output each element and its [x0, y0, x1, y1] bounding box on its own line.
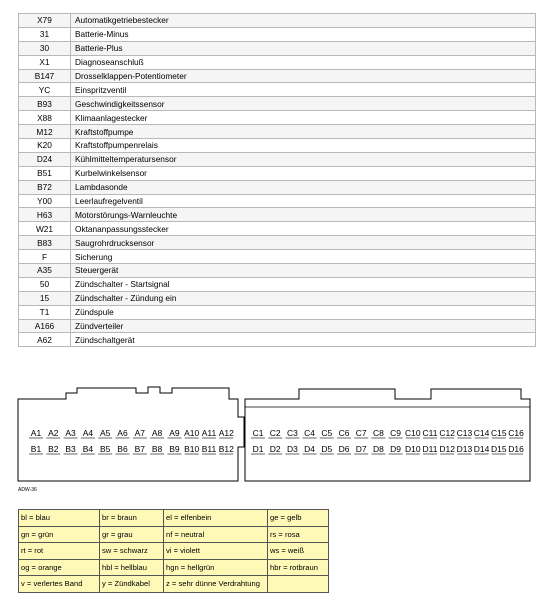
pin-label: C11 — [422, 428, 438, 438]
pin-label: A3 — [65, 428, 76, 438]
component-row — [19, 111, 536, 125]
component-row — [19, 236, 536, 250]
component-description: Kraftstoffpumpenrelais — [71, 139, 536, 153]
component-code: Y00 — [19, 194, 71, 208]
color-legend-row — [19, 526, 329, 543]
pin-label: A6 — [117, 428, 128, 438]
color-legend-cell: z = sehr dünne Verdrahtung — [164, 576, 268, 593]
pin-label: D2 — [269, 444, 281, 454]
component-code: A62 — [19, 333, 71, 347]
pin-label: A5 — [99, 428, 111, 438]
component-description: Diagnoseanschluß — [71, 55, 536, 69]
pin-label: C10 — [405, 428, 421, 438]
component-code: 50 — [19, 277, 71, 291]
component-row — [19, 41, 536, 55]
color-legend-cell: nf = neutral — [164, 526, 268, 543]
color-legend-cell: ge = gelb — [268, 510, 329, 527]
component-code: 31 — [19, 27, 71, 41]
component-row — [19, 222, 536, 236]
component-code: A35 — [19, 264, 71, 278]
pin-label: C15 — [491, 428, 507, 438]
component-code: T1 — [19, 305, 71, 319]
component-code: B51 — [19, 166, 71, 180]
component-row — [19, 139, 536, 153]
component-description: Einspritzventil — [71, 83, 536, 97]
component-row — [19, 319, 536, 333]
component-description: Kurbelwinkelsensor — [71, 166, 536, 180]
color-legend-cell: gn = grün — [19, 526, 100, 543]
component-description: Lambdasonde — [71, 180, 536, 194]
component-description: Zündverteiler — [71, 319, 536, 333]
color-legend-cell: v = verlertes Band — [19, 576, 100, 593]
pin-label: B9 — [169, 444, 180, 454]
component-row — [19, 208, 536, 222]
component-description: Kraftstoffpumpe — [71, 125, 536, 139]
pin-label: C2 — [269, 428, 281, 438]
diagram-id: ADW-36 — [18, 487, 37, 493]
component-description: Zündspule — [71, 305, 536, 319]
component-row — [19, 69, 536, 83]
pin-label: C1 — [252, 428, 264, 438]
pin-label: B3 — [65, 444, 76, 454]
color-legend-cell: gr = grau — [100, 526, 164, 543]
pin-label: C8 — [372, 428, 384, 438]
pin-label: D7 — [355, 444, 367, 454]
component-row — [19, 14, 536, 28]
color-legend-cell: og = orange — [19, 559, 100, 576]
pin-label: D3 — [286, 444, 298, 454]
component-code: A166 — [19, 319, 71, 333]
component-description: Batterie-Minus — [71, 27, 536, 41]
component-row — [19, 83, 536, 97]
color-legend-cell: rt = rot — [19, 543, 100, 560]
color-legend-cell: hbl = hellblau — [100, 559, 164, 576]
component-row — [19, 333, 536, 347]
pin-label: B4 — [82, 444, 94, 454]
component-code: K20 — [19, 139, 71, 153]
color-legend-row — [19, 510, 329, 527]
component-description: Steuergerät — [71, 264, 536, 278]
component-description: Klimaanlagestecker — [71, 111, 536, 125]
component-description: Oktananpassungsstecker — [71, 222, 536, 236]
component-row — [19, 291, 536, 305]
component-description: Saugrohrdrucksensor — [71, 236, 536, 250]
pin-label: A12 — [218, 428, 234, 438]
component-code: F — [19, 250, 71, 264]
component-code: M12 — [19, 125, 71, 139]
pin-label: C13 — [456, 428, 473, 438]
color-legend-cell: rs = rosa — [268, 526, 329, 543]
component-row — [19, 125, 536, 139]
pin-label: C5 — [321, 428, 333, 438]
pin-label: B7 — [134, 444, 146, 454]
pin-label: B6 — [117, 444, 128, 454]
ecu-connector-diagram — [0, 380, 552, 488]
color-legend-cell: ws = weiß — [268, 543, 329, 560]
pin-label: D13 — [456, 444, 473, 454]
pin-label: D15 — [491, 444, 507, 454]
color-legend-row — [19, 543, 329, 560]
color-legend-cell: hgn = hellgrün — [164, 559, 268, 576]
pin-label: B12 — [218, 444, 234, 454]
component-description: Kühlmitteltemperatursensor — [71, 152, 536, 166]
pin-label: C14 — [473, 428, 490, 438]
color-legend-cell: el = elfenbein — [164, 510, 268, 527]
component-code: B93 — [19, 97, 71, 111]
pin-label: D11 — [422, 444, 438, 454]
pin-label: B5 — [99, 444, 111, 454]
pin-label: D12 — [439, 444, 455, 454]
component-row — [19, 97, 536, 111]
pin-label: B2 — [48, 444, 59, 454]
component-row — [19, 277, 536, 291]
component-row — [19, 180, 536, 194]
pin-label: A4 — [82, 428, 94, 438]
color-legend-row — [19, 576, 329, 593]
pin-label: B1 — [30, 444, 42, 454]
component-code: X1 — [19, 55, 71, 69]
pin-label: A2 — [48, 428, 59, 438]
component-row — [19, 152, 536, 166]
component-code: YC — [19, 83, 71, 97]
color-legend-cell — [268, 576, 329, 593]
pin-label: A9 — [169, 428, 180, 438]
component-description: Automatikgetriebestecker — [71, 14, 536, 28]
component-row — [19, 194, 536, 208]
pin-label: A10 — [184, 428, 200, 438]
pin-label: D16 — [508, 444, 524, 454]
component-code: W21 — [19, 222, 71, 236]
component-row — [19, 250, 536, 264]
pin-label: B11 — [201, 444, 217, 454]
component-description: Batterie-Plus — [71, 41, 536, 55]
component-description: Drosselklappen-Potentiometer — [71, 69, 536, 83]
pin-label: A7 — [134, 428, 146, 438]
pin-label: C4 — [304, 428, 316, 438]
component-row — [19, 27, 536, 41]
component-description: Zündschalter - Startsignal — [71, 277, 536, 291]
component-description: Sicherung — [71, 250, 536, 264]
pin-label: D4 — [304, 444, 316, 454]
component-code: B83 — [19, 236, 71, 250]
pin-label: A1 — [30, 428, 42, 438]
pin-label: D14 — [473, 444, 490, 454]
color-legend-row — [19, 559, 329, 576]
color-legend-cell: br = braun — [100, 510, 164, 527]
color-legend-cell: vi = violett — [164, 543, 268, 560]
component-description: Geschwindigkeitssensor — [71, 97, 536, 111]
component-description: Leerlaufregelventil — [71, 194, 536, 208]
pin-label: D10 — [405, 444, 421, 454]
color-legend-cell: bl = blau — [19, 510, 100, 527]
color-legend-cell: y = Zündkabel — [100, 576, 164, 593]
pin-label: A8 — [151, 428, 163, 438]
pin-label: D6 — [338, 444, 350, 454]
component-description: Motorstörungs-Warnleuchte — [71, 208, 536, 222]
pin-label: A11 — [201, 428, 217, 438]
pin-label: B10 — [184, 444, 200, 454]
component-row — [19, 264, 536, 278]
pin-label: C3 — [286, 428, 298, 438]
pin-label: C7 — [355, 428, 367, 438]
component-code: D24 — [19, 152, 71, 166]
wire-color-legend — [18, 509, 329, 593]
component-code: X88 — [19, 111, 71, 125]
pin-label: C12 — [439, 428, 455, 438]
component-description: Zündschaltgerät — [71, 333, 536, 347]
pin-label: D8 — [372, 444, 384, 454]
pin-label: B8 — [151, 444, 163, 454]
pin-label: D9 — [390, 444, 402, 454]
component-code: 15 — [19, 291, 71, 305]
component-row — [19, 55, 536, 69]
component-code: B72 — [19, 180, 71, 194]
pin-label: C16 — [508, 428, 524, 438]
component-legend-table — [18, 13, 536, 347]
pin-label: D1 — [252, 444, 264, 454]
pin-label: C6 — [338, 428, 350, 438]
component-code: H63 — [19, 208, 71, 222]
pin-label: D5 — [321, 444, 333, 454]
color-legend-cell: hbr = rotbraun — [268, 559, 329, 576]
pin-label: C9 — [390, 428, 402, 438]
component-row — [19, 305, 536, 319]
component-code: X79 — [19, 14, 71, 28]
component-code: 30 — [19, 41, 71, 55]
component-code: B147 — [19, 69, 71, 83]
component-row — [19, 166, 536, 180]
component-description: Zündschalter - Zündung ein — [71, 291, 536, 305]
color-legend-cell: sw = schwarz — [100, 543, 164, 560]
